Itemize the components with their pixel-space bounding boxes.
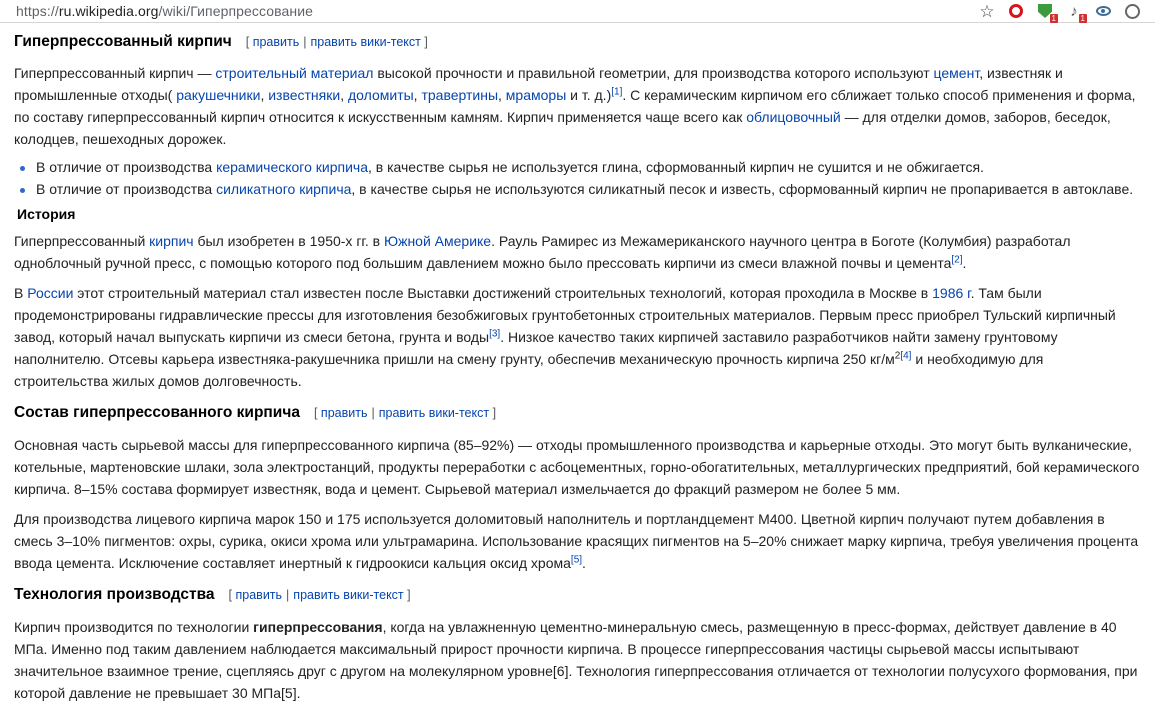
article-link[interactable]: известняки xyxy=(268,87,341,103)
address-bar[interactable] xyxy=(0,0,1155,23)
edit-source-link[interactable]: править вики-текст xyxy=(310,35,421,49)
shield-extension-icon[interactable] xyxy=(1036,2,1056,23)
article-link[interactable]: строительный материал xyxy=(215,65,374,81)
edit-source-link[interactable]: править вики-текст xyxy=(293,588,404,602)
paragraph: Основная часть сырьевой массы для гиперпрессованного кирпича (85–92%) — отходы промышленного производства и карьерные отходы. Это могут быть вулканические, котельные, мартеновские шлаки, зола электростанций, продукты переработки с асбоцементных, горно-обогатительных, металлургических предприятий, бой керамического кирпича. 8–15% состава формирует известняк, вода и цемент. Сырьевой материал измельчается до фракций размером не более 5 мм. xyxy=(14,437,1140,497)
reference-link[interactable]: [2] xyxy=(951,254,963,266)
edit-link[interactable]: править xyxy=(235,588,283,602)
bold-term: гиперпрессования xyxy=(253,619,383,635)
paragraph: Для производства лицевого кирпича марок 150 и 175 используется доломитовый наполнитель и портландцемент М400. Цветной кирпич получают путем добавления в смесь 3–10% пигментов: охры, сурика, окиси хрома или ультрамарина. Использование красящих пигментов на 5–20% снижает марку кирпича, требуя увеличения процента ввода цемента. Исключение составляет инертный к гидроокиси кальция оксид хрома[5]. xyxy=(14,511,1139,571)
eye-extension-icon[interactable] xyxy=(1094,2,1112,20)
article-link[interactable]: кирпич xyxy=(149,233,194,249)
reference-link[interactable]: [5] xyxy=(570,554,583,566)
article-link[interactable]: Южной Америке xyxy=(383,233,492,249)
extension-badge: 1 xyxy=(1080,14,1085,23)
music-note-extension-icon[interactable]: ♪ 1 xyxy=(1070,2,1085,23)
article-link[interactable]: травертины xyxy=(421,87,499,103)
edit-link[interactable]: править xyxy=(320,406,368,420)
article-link[interactable]: цемент xyxy=(933,65,980,81)
url-path: /wiki/Гиперпрессование xyxy=(158,3,314,19)
edit-section-links: [ править | править вики-текст ] xyxy=(245,35,428,49)
edit-section-links: [ править | править вики-текст ] xyxy=(228,588,411,602)
section-heading xyxy=(14,404,1141,422)
list-item: В отличие от производства силикатного кирпича, в качестве сырья не используются силикатный песок и известь, сформованный кирпич не пропаривается в автоклаве. xyxy=(36,178,1141,200)
section-heading xyxy=(14,586,1141,604)
extension-toolbar xyxy=(978,0,1141,22)
extension-badge: 1 xyxy=(1051,14,1056,23)
paragraph: Кирпич производится по технологии гиперпрессования, когда на увлажненную цементно-минеральную смесь, размещенную в пресс-формах, действует давление в 40 МПа. Именно под таким давлением наблюдается максимальный прирост прочности кирпича. В процессе гиперпрессования частицы сырьевой массы испытывают значительное взаимное трение, сцепляясь друг с другом на молекулярном уровне[6]. Технология гиперпрессования отличается от технологии полусухого формования, при которой давление не превышает 30 МПа[5]. xyxy=(14,619,1138,701)
paragraph: В России этот строительный материал стал известен после Выставки достижений строительных технологий, которая проходила в Москве в 1986 г. Там были продемонстрированы гидравлические прессы для изготовления безобжиговых грунтобетонных строительных материалов. Первым пресс приобрел Тульский кирпичный завод, который начал выпускать кирпичи из смеси бетона, грунта и воды[3]. Низкое качество таких кирпичей заставило разработчиков найти замену грунтовому наполнителю. Отсевы карьера известняка-ракушечника пришли на смену грунту, обеспечив механическую прочность кирпича 250 $кг/м^{2[4]}$ и необходимую для строительства жилых домов долговечность. xyxy=(14,285,1116,389)
section-title: Состав гиперпрессованного кирпича xyxy=(14,404,300,421)
url-field[interactable] xyxy=(0,3,313,19)
edit-section-links: [ править | править вики-текст ] xyxy=(313,406,497,420)
list-item: В отличие от производства керамического кирпича, в качестве сырья не используется глина, сформованный кирпич не сушится и не обжигается. xyxy=(36,156,1141,178)
paragraph: Гиперпрессованный кирпич был изобретен в 1950-х гг. в Южной Америке. Рауль Рамирес из Межамериканского научного центра в Боготе (Колумбия) разработал одноблочный ручной пресс, с помощью которого под большим давлением можно было прессовать кирпичи из смеси влажной почвы и цемента[2]. xyxy=(14,233,1071,271)
opera-vpn-icon[interactable] xyxy=(1007,2,1025,20)
article-link[interactable]: силикатного кирпича xyxy=(216,181,352,197)
article-link[interactable]: доломиты xyxy=(347,87,414,103)
section-title: Технология производства xyxy=(14,586,215,603)
article-link[interactable]: ракушечники xyxy=(172,87,261,103)
reference-link[interactable]: [4] xyxy=(900,350,912,362)
url-host: ru.wikipedia.org xyxy=(58,3,159,19)
circle-extension-icon[interactable] xyxy=(1123,2,1141,20)
edit-source-link[interactable]: править вики-текст xyxy=(378,406,490,420)
article-link[interactable]: керамического кирпича xyxy=(216,159,368,175)
reference-link[interactable]: [3] xyxy=(489,328,501,340)
section-title: Гиперпрессованный кирпич xyxy=(14,33,232,50)
section-heading xyxy=(14,33,1141,51)
reference-link[interactable]: [1] xyxy=(611,86,623,98)
subsection-title: История xyxy=(17,206,76,222)
article-link[interactable]: 1986 г xyxy=(932,285,971,301)
article-link[interactable]: облицовочный xyxy=(746,109,841,125)
bullet-list xyxy=(14,156,1141,200)
article-content xyxy=(0,23,1155,704)
paragraph: Гиперпрессованный кирпич — строительный материал высокой прочности и правильной геометрии, для производства которого используют цемент, известняк и промышленные отходы( ракушечники, известняки, доломиты, травертины, мраморы и т. д.)[1]. С керамическим кирпичом его сближает только способ применения и форма, по составу гиперпрессованный кирпич относится к искусственным камням. Кирпич применяется чаще всего как облицовочный — для отделки домов, заборов, беседок, колодцев, пешеходных дорожек. xyxy=(14,65,1136,147)
article-link[interactable]: России xyxy=(27,285,74,301)
edit-link[interactable]: править xyxy=(252,35,300,49)
article-link[interactable]: мраморы xyxy=(505,87,567,103)
bookmark-star-icon[interactable]: ☆ xyxy=(979,1,995,21)
url-scheme: https:// xyxy=(16,3,59,19)
